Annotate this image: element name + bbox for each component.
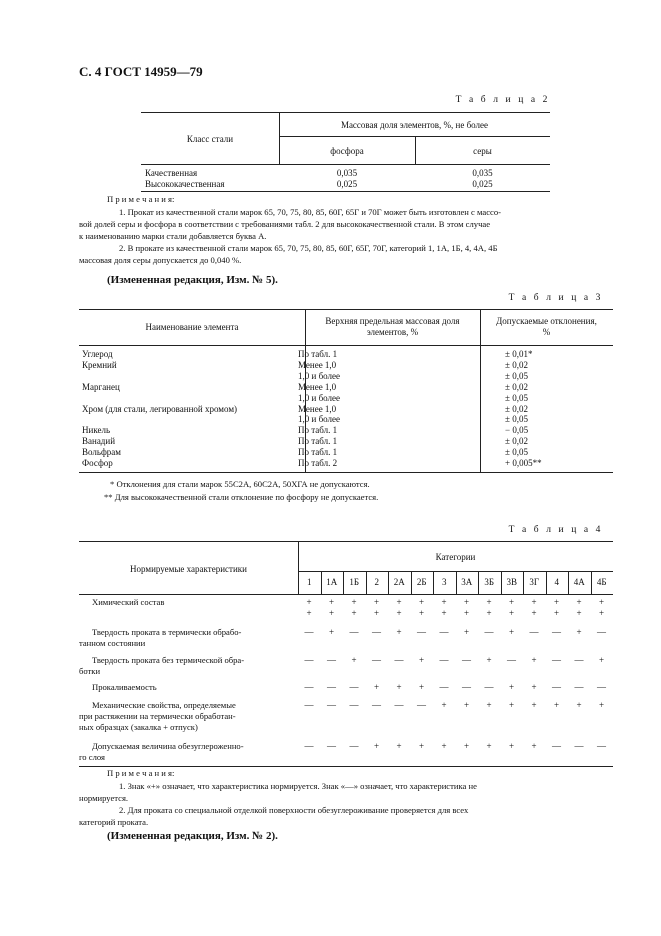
table4-category-header: 3А	[461, 577, 473, 587]
table4-category-header: 3Б	[484, 577, 495, 587]
table4-category-header: 4Б	[596, 577, 607, 587]
table3-cell-name: Ванадий	[82, 436, 116, 447]
table4-cell-mark: —	[552, 627, 561, 637]
table3-cell-name: Углерод	[82, 349, 113, 359]
table4-category-header: 2А	[393, 577, 405, 587]
table4-cell-mark: +	[328, 597, 335, 607]
table2-row-name: Качественная	[145, 168, 198, 178]
table3-col1: Наименование элемента	[145, 322, 239, 332]
table2-caption: Т а б л и ц а 2	[455, 95, 550, 105]
table4-cell-mark: +	[463, 627, 470, 637]
table3-col2: Верхняя предельная массовая доля	[325, 316, 460, 326]
table4-cell-mark: +	[486, 741, 492, 751]
table4-cell-mark: +	[598, 608, 605, 618]
table4-row-label: Допускаемая величина обезуглероженно-	[92, 741, 244, 751]
table3-cell-dev: ± 0,02	[505, 359, 528, 370]
table3-cell-dev: − 0,05	[505, 425, 529, 436]
table4-row-label: Механические свойства, определяемые	[92, 700, 236, 710]
table3-col2: элементов, %	[366, 327, 419, 337]
table4-cell-mark: —	[574, 682, 584, 692]
table4-cell-mark: +	[328, 608, 335, 618]
table4-cell-mark: +	[508, 700, 515, 710]
table3-cell-dev: ± 0,05	[505, 414, 528, 425]
table4-cell-mark: —	[304, 627, 314, 637]
table3-cell-limit: Менее 1,0	[298, 359, 337, 370]
table4-cell-mark: +	[373, 741, 380, 751]
note-line: вой долей серы и фосфора в соответствии с требованиями табл. 2 для высококачественной стали. В этом случае	[79, 219, 491, 229]
table4-cell-mark: +	[351, 597, 357, 607]
table4-cell-mark: —	[349, 682, 359, 692]
table4-cell-mark: —	[304, 682, 314, 692]
table3-cell-limit: Менее 1,0	[298, 381, 337, 392]
table4-cell-mark: +	[418, 741, 425, 751]
table4-cell-mark: +	[553, 700, 560, 710]
table4-cell-mark: +	[351, 608, 357, 618]
table4-cell-mark: +	[576, 597, 582, 607]
table3-cell-dev: ± 0,01*	[505, 349, 533, 359]
table2-col-s: серы	[473, 146, 492, 156]
table2-col-p: фосфора	[330, 146, 364, 156]
table4-row-label: ных образцах (закалка + отпуск)	[79, 722, 198, 732]
table4-cell-mark: —	[462, 655, 471, 665]
table4-cell-mark: +	[486, 655, 492, 665]
table3-cell-name: Никель	[82, 425, 111, 436]
table3-cell-limit: Менее 1,0	[298, 403, 337, 414]
table4-cell-mark: —	[394, 700, 404, 710]
table3-cell-dev: ± 0,02	[505, 403, 528, 414]
amendment-note: (Измененная редакция, Изм. № 2).	[107, 830, 278, 842]
table3-caption: Т а б л и ц а 3	[508, 293, 603, 303]
table4-cell-mark: +	[441, 608, 447, 618]
table4-cell-mark: +	[418, 597, 425, 607]
table4-cell-mark: —	[417, 700, 426, 710]
table3-cell-limit: 1,0 и более	[298, 370, 341, 381]
table4-cell-mark: +	[463, 608, 470, 618]
table4-cell-mark: —	[304, 700, 314, 710]
table4-cell-mark: —	[417, 627, 426, 637]
note-line: 1. Прокат из качественной стали марок 65, 70, 75, 80, 85, 60Г, 65Г и 70Г может быть изготовлен с массо-	[119, 207, 501, 217]
table3-cell-limit: По табл. 1	[298, 447, 338, 458]
table3-cell-limit: 1,0 и более	[298, 414, 341, 425]
table4-cell-mark: +	[418, 682, 425, 692]
table3-cell-name: Кремний	[82, 359, 117, 370]
table4-cell-mark: —	[439, 682, 449, 692]
table4-category-header: 3В	[506, 577, 517, 587]
table3-cell-dev: ± 0,02	[505, 381, 528, 392]
table4-category-header: 2Б	[416, 577, 427, 587]
table4-cell-mark: +	[508, 627, 515, 637]
table2-row-s: 0,035	[472, 168, 493, 178]
table4-cell-mark: —	[327, 655, 336, 665]
table4-cell-mark: +	[396, 741, 402, 751]
table4-cell-mark: +	[531, 741, 537, 751]
table4-category-header: 3Г	[529, 577, 540, 587]
table4-cell-mark: —	[372, 700, 381, 710]
table4-cell-mark: —	[372, 627, 381, 637]
table4-cell-mark: +	[531, 655, 537, 665]
table3-cell-limit: По табл. 2	[298, 458, 338, 468]
table4-cell-mark: +	[553, 608, 560, 618]
table4-cell-mark: +	[598, 700, 605, 710]
table3-col3: %	[542, 327, 551, 337]
table4-cell-mark: —	[484, 627, 494, 637]
table4-category-header: 3	[442, 577, 447, 587]
table4-cell-mark: —	[349, 700, 359, 710]
table4-cell-mark: —	[574, 741, 584, 751]
table4-cell-mark: —	[327, 700, 336, 710]
table4-col-group: Категории	[435, 552, 476, 562]
table4-cell-mark: —	[349, 741, 359, 751]
table4-cell-mark: +	[306, 608, 312, 618]
table3-cell-name: Вольфрам	[82, 447, 122, 458]
table4-cell-mark: +	[328, 627, 335, 637]
table4-cell-mark: +	[373, 682, 380, 692]
table4-row-label: Прокаливаемость	[92, 682, 157, 692]
table4-cell-mark: —	[304, 741, 314, 751]
table2-row-name: Высококачественная	[145, 179, 225, 189]
table2-col-group: Массовая доля элементов, %, не более	[340, 120, 489, 130]
table3-cell-limit: По табл. 1	[298, 436, 338, 447]
note-line: нормируется.	[79, 793, 129, 803]
table4-category-header: 4	[554, 577, 559, 587]
table4-cell-mark: +	[441, 700, 447, 710]
table4-category-header: 1Б	[349, 577, 360, 587]
table4-cell-mark: +	[486, 700, 492, 710]
table4-cell-mark: —	[439, 627, 449, 637]
table4-cell-mark: +	[373, 597, 380, 607]
table3-cell-dev: ± 0,05	[505, 370, 528, 381]
table4-cell-mark: —	[507, 655, 516, 665]
table4-cell-mark: +	[396, 627, 402, 637]
table2-col-class: Класс стали	[186, 134, 234, 144]
table2-row-s: 0,025	[472, 179, 493, 189]
table4-row-label: танном состоянии	[79, 638, 146, 648]
table4-row-label: ботки	[79, 666, 101, 676]
table4-cell-mark: +	[441, 741, 447, 751]
note-line: 2. В прокате из качественной стали марок 65, 70, 75, 80, 85, 60Г, 65Г, 70Г, категорий 1, 1А, 1Б, 4, 4А, 4Б	[119, 243, 498, 253]
table4-caption: Т а б л и ц а 4	[508, 525, 603, 535]
table3-cell-limit: По табл. 1	[298, 425, 338, 436]
table2-row-p: 0,035	[336, 168, 358, 178]
table4-cell-mark: +	[396, 608, 402, 618]
note-line: 2. Для проката со специальной отделкой поверхности обезуглероживание проверяется для всех	[119, 805, 469, 815]
table4-row-label: Химический состав	[92, 597, 165, 607]
table4-cell-mark: +	[508, 741, 515, 751]
table3-footnote: ** Для высококачественной стали отклонение по фосфору не допускается.	[104, 492, 379, 502]
table4-cell-mark: +	[463, 700, 470, 710]
table4-cell-mark: —	[439, 655, 449, 665]
table4-cell-mark: +	[373, 608, 380, 618]
table4-cell-mark: —	[394, 655, 404, 665]
table4-cell-mark: +	[576, 608, 582, 618]
table4-cell-mark: +	[396, 682, 402, 692]
table4-cell-mark: —	[552, 682, 561, 692]
table4-col1: Нормируемые характеристики	[130, 564, 247, 574]
notes1-title: П р и м е ч а н и я:	[107, 194, 175, 204]
table4-row-label: Твердость проката в термически обрабо-	[92, 627, 242, 637]
table4-row-label: Твердость проката без термической обра-	[92, 655, 245, 665]
table4-cell-mark: +	[553, 597, 560, 607]
notes2-title: П р и м е ч а н и я:	[107, 768, 175, 778]
table4-cell-mark: —	[372, 655, 381, 665]
table4-cell-mark: +	[576, 700, 582, 710]
table4-category-header: 1	[307, 577, 312, 587]
table3-cell-dev: ± 0,02	[505, 436, 528, 447]
table4-cell-mark: +	[576, 627, 582, 637]
note-line: 1. Знак «+» означает, что характеристика нормируется. Знак «—» означает, что характеристика не	[119, 781, 477, 791]
table4-cell-mark: —	[597, 627, 606, 637]
table4-category-header: 2	[374, 577, 379, 587]
table4-category-header: 4А	[573, 577, 585, 587]
table3-cell-name: Хром (для стали, легированной хромом)	[82, 403, 238, 414]
table4-cell-mark: —	[574, 655, 584, 665]
table4-cell-mark: +	[598, 655, 605, 665]
table4-cell-mark: +	[508, 608, 515, 618]
table4-cell-mark: —	[552, 655, 561, 665]
table4-cell-mark: —	[327, 741, 336, 751]
table4-cell-mark: —	[597, 741, 606, 751]
table3-cell-dev: + 0,005**	[505, 458, 542, 468]
table4-cell-mark: +	[531, 597, 537, 607]
note-line: к наименованию марки стали добавляется буква А.	[79, 231, 267, 241]
table3-footnote: * Отклонения для стали марок 55С2А, 60С2А, 50ХГА не допускаются.	[110, 479, 370, 489]
table4-cell-mark: —	[349, 627, 359, 637]
table4-cell-mark: +	[598, 597, 605, 607]
table3-cell-limit: По табл. 1	[298, 349, 338, 359]
table4-cell-mark: —	[304, 655, 314, 665]
table4-cell-mark: +	[396, 597, 402, 607]
table4-cell-mark: +	[463, 741, 470, 751]
table4-cell-mark: —	[529, 627, 539, 637]
table4-cell-mark: —	[327, 682, 336, 692]
table4-cell-mark: —	[597, 682, 606, 692]
table4-cell-mark: +	[441, 597, 447, 607]
table4-cell-mark: +	[531, 700, 537, 710]
table4-cell-mark: +	[463, 597, 470, 607]
table3-cell-limit: 1,0 и более	[298, 392, 341, 403]
table3-cell-dev: ± 0,05	[505, 447, 528, 458]
amendment-note: (Измененная редакция, Изм. № 5).	[107, 274, 278, 286]
table3-cell-dev: ± 0,05	[505, 392, 528, 403]
table4-row-label: го слоя	[79, 752, 105, 762]
table4-cell-mark: +	[418, 608, 425, 618]
table4-cell-mark: +	[531, 682, 537, 692]
note-line: массовая доля серы допускается до 0,040 %.	[79, 255, 242, 265]
table4-row-label: при растяжении на термически обработан-	[79, 711, 236, 721]
table4-cell-mark: —	[552, 741, 561, 751]
table3-cell-name: Марганец	[82, 381, 120, 392]
table4-cell-mark: —	[484, 682, 494, 692]
page-header: С. 4 ГОСТ 14959—79	[79, 64, 203, 79]
table3-cell-name: Фосфор	[82, 458, 113, 468]
table4-cell-mark: +	[418, 655, 425, 665]
table4-cell-mark: —	[462, 682, 471, 692]
table3-col3: Допускаемые отклонения,	[496, 316, 597, 326]
table4-cell-mark: +	[508, 682, 515, 692]
table4-category-header: 1А	[326, 577, 338, 587]
table4-cell-mark: +	[306, 597, 312, 607]
table2-row-p: 0,025	[336, 179, 358, 189]
table4-cell-mark: +	[531, 608, 537, 618]
table4-cell-mark: +	[351, 655, 357, 665]
table4-cell-mark: +	[486, 608, 492, 618]
note-line: категорий проката.	[79, 817, 149, 827]
table4-cell-mark: +	[486, 597, 492, 607]
table4-cell-mark: +	[508, 597, 515, 607]
